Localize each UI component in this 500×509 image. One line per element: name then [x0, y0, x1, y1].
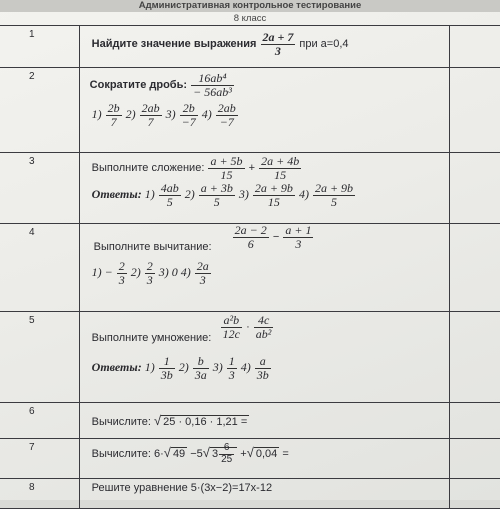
fraction-denominator: 7 — [110, 114, 117, 129]
option-fraction — [180, 102, 198, 128]
option-fraction — [159, 355, 175, 381]
radicand: 0,04 — [255, 447, 278, 460]
option-fraction — [117, 260, 127, 286]
option-fraction — [199, 182, 235, 208]
answer-cell — [450, 26, 500, 68]
answers-label: Ответы: — [91, 187, 142, 202]
option-fraction — [159, 182, 181, 208]
task-prompt: Вычислите: — [91, 447, 151, 460]
fraction-denominator: 12c — [222, 326, 240, 341]
fraction-numerator: 2 — [118, 259, 125, 273]
fraction-numerator: 4ab — [160, 181, 179, 196]
answer-cell — [450, 68, 500, 153]
task-row-3 — [0, 153, 500, 224]
task-body — [79, 479, 450, 509]
expression-fraction — [261, 31, 296, 57]
operator: − — [272, 231, 280, 243]
option-label: 3) — [165, 107, 176, 122]
mixed-fraction — [219, 443, 234, 465]
task-prompt: Сократите дробь: — [89, 79, 188, 91]
expression-part: 6· — [154, 447, 164, 460]
option-fraction — [253, 182, 295, 208]
answer-cell — [450, 224, 500, 312]
fraction-denominator: 15 — [220, 167, 233, 182]
task-prompt: Вычислите: — [91, 416, 151, 428]
grade-label: 8 класс — [233, 13, 267, 24]
answer-options — [80, 181, 450, 208]
operator: + — [248, 162, 256, 174]
fraction-denominator: 3a — [194, 367, 207, 382]
fraction-numerator: 2b — [107, 101, 120, 116]
answers-label: Ответы: — [91, 359, 142, 374]
fraction-denominator: 5 — [213, 194, 220, 209]
fraction-numerator: 2ab — [217, 101, 236, 116]
option-label: 4) — [180, 264, 191, 279]
fraction-denominator: 25 — [221, 453, 233, 465]
option-label: 4) — [298, 187, 309, 202]
fraction-denominator: 3 — [228, 367, 235, 382]
option-fraction — [313, 182, 355, 208]
task-body — [79, 439, 450, 479]
option-label: 2) — [178, 359, 189, 374]
fraction-numerator: 2a + 9b — [254, 181, 293, 196]
fraction-denominator: 3 — [118, 272, 125, 287]
fraction-denominator: 15 — [267, 194, 280, 209]
option-fraction — [193, 355, 209, 381]
fraction-numerator: a — [255, 355, 271, 369]
answer-cell — [450, 479, 500, 509]
fraction-numerator: a²b — [221, 314, 242, 328]
task-row-4 — [0, 224, 500, 312]
task-condition: при a=0,4 — [299, 38, 349, 50]
task-body — [79, 26, 450, 68]
task-body — [79, 312, 450, 403]
radicand: 49 — [172, 447, 186, 460]
fraction-numerator: b — [193, 355, 209, 369]
expression-part: −5 — [190, 447, 203, 460]
fraction-numerator: 2a — [196, 259, 209, 273]
expression-fraction — [208, 155, 244, 181]
task-row-1 — [0, 26, 500, 68]
fraction-numerator: 1 — [228, 354, 235, 368]
fraction-denominator: 5 — [330, 194, 337, 209]
fraction-numerator: 4c — [254, 314, 274, 328]
task-row-2 — [0, 68, 500, 153]
fraction-numerator: 2ab — [141, 101, 160, 116]
fraction-denominator: 3b — [256, 367, 269, 382]
option-label: 3) — [238, 187, 249, 202]
operator: · — [246, 321, 250, 333]
option-label: 4) — [201, 107, 212, 122]
fraction-numerator: 1 — [159, 355, 175, 369]
sqrt-icon: √ — [154, 413, 162, 428]
task-body — [79, 224, 450, 312]
fraction-denominator: −7 — [181, 114, 196, 129]
expression-part: = — [282, 447, 289, 460]
option-fraction — [216, 102, 238, 128]
task-number: 6 — [0, 403, 79, 439]
fraction-numerator: 2a + 7 — [262, 30, 294, 44]
task-body — [79, 68, 450, 153]
expression-part: + — [240, 447, 247, 460]
mixed-whole: 3 — [211, 447, 219, 460]
task-table — [0, 25, 500, 509]
option-label: 4) — [240, 359, 251, 374]
fraction-denominator: 3 — [199, 272, 206, 287]
task-prompt: Решите уравнение — [91, 482, 188, 494]
option-label: 1) — [144, 187, 155, 202]
task-expression: 25 · 0,16 · 1,21 = — [163, 416, 248, 428]
task-number: 5 — [0, 312, 79, 403]
fraction-denominator: 3 — [146, 272, 153, 287]
fraction-numerator: 2a + 9b — [314, 181, 354, 196]
fraction-numerator: a + 5b — [210, 154, 243, 168]
answer-options — [80, 350, 450, 381]
task-prompt: Выполните умножение: — [91, 332, 212, 344]
answer-options — [80, 98, 450, 128]
expression-fraction — [254, 314, 274, 340]
task-prompt: Найдите значение выражения — [91, 38, 257, 50]
fraction-denominator: 3 — [274, 43, 281, 58]
sqrt-icon: √ — [202, 444, 210, 460]
expression-fraction — [259, 155, 301, 181]
option-label: 1) — [91, 107, 102, 122]
option-label: 1) — [144, 359, 155, 374]
task-number: 1 — [0, 26, 79, 68]
fraction-numerator: 2a − 2 — [234, 223, 267, 237]
option-fraction — [145, 260, 155, 286]
option-label: 2) — [184, 187, 195, 202]
fraction-numerator: 2 — [146, 259, 153, 273]
fraction-numerator: a + 1 — [285, 223, 312, 237]
task-row-8 — [0, 479, 500, 509]
option-fraction — [255, 355, 271, 381]
fraction-numerator: a + 3b — [200, 181, 233, 196]
option-fraction — [227, 355, 237, 381]
expression-fraction — [221, 314, 242, 340]
fraction-denominator: 15 — [274, 167, 287, 182]
option-label: 3) 0 — [158, 264, 178, 279]
task-body — [79, 403, 450, 439]
sqrt-icon: √ — [163, 444, 171, 460]
fraction-denominator: 6 — [247, 236, 254, 251]
task-number: 3 — [0, 153, 79, 224]
task-number: 2 — [0, 68, 79, 153]
fraction-denominator: ab² — [255, 326, 272, 341]
answer-cell — [450, 312, 500, 403]
task-number: 4 — [0, 224, 79, 312]
fraction-numerator: 2b — [180, 102, 198, 116]
fraction-numerator: 2a + 4b — [261, 154, 300, 168]
test-title: Административная контрольное тестирование — [0, 0, 500, 12]
expression-fraction — [191, 72, 234, 98]
fraction-denominator: − 56ab³ — [193, 84, 232, 99]
option-label: 2) — [125, 107, 136, 122]
task-prompt: Выполните сложение: — [91, 162, 205, 174]
fraction-numerator: 6 — [219, 443, 234, 455]
option-fraction — [106, 102, 122, 128]
radicand — [210, 442, 237, 465]
task-body — [79, 153, 450, 224]
task-prompt: Выполните вычитание: — [93, 241, 212, 253]
option-fraction — [195, 260, 211, 286]
option-label: 1) − — [91, 264, 113, 279]
fraction-denominator: 3b — [160, 367, 173, 382]
answer-options — [80, 260, 450, 286]
fraction-numerator: 16ab⁴ — [191, 72, 234, 86]
fraction-denominator: 5 — [166, 194, 173, 209]
fraction-denominator: −7 — [219, 114, 234, 129]
answer-cell — [450, 403, 500, 439]
option-fraction — [140, 102, 162, 128]
answer-cell — [450, 153, 500, 224]
option-label: 3) — [212, 359, 223, 374]
sqrt-icon: √ — [246, 444, 254, 460]
task-number: 8 — [0, 479, 79, 509]
option-label: 2) — [130, 264, 141, 279]
task-row-6 — [0, 403, 500, 439]
fraction-denominator: 3 — [295, 236, 302, 251]
answer-cell — [450, 439, 500, 479]
expression-fraction — [283, 224, 313, 250]
task-row-7 — [0, 439, 500, 479]
expression-fraction — [233, 224, 269, 250]
fraction-denominator: 7 — [147, 114, 154, 129]
task-number: 7 — [0, 439, 79, 479]
task-expression: 5·(3x−2)=17x-12 — [190, 482, 273, 494]
task-row-5 — [0, 312, 500, 403]
